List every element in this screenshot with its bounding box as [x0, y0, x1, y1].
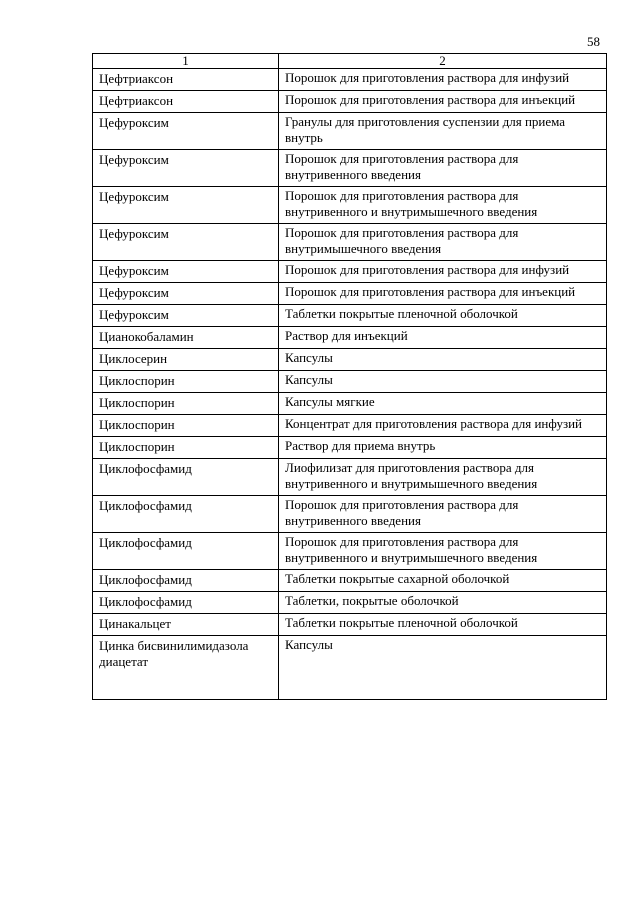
dosage-form-cell: Таблетки покрытые сахарной оболочкой	[279, 570, 607, 592]
drug-forms-table	[92, 53, 607, 700]
drug-name-cell: Цефуроксим	[93, 150, 279, 187]
dosage-form-cell: Концентрат для приготовления раствора для инфузий	[279, 415, 607, 437]
table-row	[93, 437, 607, 459]
dosage-form-cell: Капсулы	[279, 371, 607, 393]
dosage-form-cell: Порошок для приготовления раствора для внутривенного введения	[279, 496, 607, 533]
table-row	[93, 415, 607, 437]
table-row	[93, 305, 607, 327]
dosage-form-cell: Таблетки покрытые пленочной оболочкой	[279, 614, 607, 636]
dosage-form-cell: Порошок для приготовления раствора для внутривенного введения	[279, 150, 607, 187]
drug-name-cell: Циклофосфамид	[93, 570, 279, 592]
drug-name-cell: Циклоспорин	[93, 437, 279, 459]
dosage-form-cell: Порошок для приготовления раствора для инфузий	[279, 69, 607, 91]
dosage-form-cell: Порошок для приготовления раствора для внутримышечного введения	[279, 224, 607, 261]
drug-name-cell: Цинка бисвинилимидазола диацетат	[93, 636, 279, 700]
dosage-form-cell: Порошок для приготовления раствора для внутривенного и внутримышечного введения	[279, 187, 607, 224]
dosage-form-cell: Порошок для приготовления раствора для внутривенного и внутримышечного введения	[279, 533, 607, 570]
dosage-form-cell: Лиофилизат для приготовления раствора для внутривенного и внутримышечного введения	[279, 459, 607, 496]
table-row	[93, 371, 607, 393]
table-row	[93, 150, 607, 187]
dosage-form-cell: Таблетки покрытые пленочной оболочкой	[279, 305, 607, 327]
drug-name-cell: Циклофосфамид	[93, 533, 279, 570]
dosage-form-cell: Порошок для приготовления раствора для инъекций	[279, 91, 607, 113]
dosage-form-cell: Раствор для инъекций	[279, 327, 607, 349]
table-row	[93, 113, 607, 150]
drug-name-cell: Циклоспорин	[93, 371, 279, 393]
dosage-form-cell: Капсулы	[279, 636, 607, 700]
table-row	[93, 349, 607, 371]
drug-name-cell: Циклофосфамид	[93, 496, 279, 533]
drug-name-cell: Циклофосфамид	[93, 592, 279, 614]
drug-name-cell: Цефтриаксон	[93, 91, 279, 113]
table-row	[93, 393, 607, 415]
table-row	[93, 69, 607, 91]
drug-name-cell: Цефуроксим	[93, 224, 279, 261]
drug-name-cell: Цефуроксим	[93, 283, 279, 305]
drug-name-cell: Цианокобаламин	[93, 327, 279, 349]
table-row	[93, 261, 607, 283]
drug-name-cell: Цефуроксим	[93, 113, 279, 150]
dosage-form-cell: Порошок для приготовления раствора для инъекций	[279, 283, 607, 305]
dosage-form-cell: Гранулы для приготовления суспензии для приема внутрь	[279, 113, 607, 150]
drug-name-cell: Циклоспорин	[93, 393, 279, 415]
dosage-form-cell: Таблетки, покрытые оболочкой	[279, 592, 607, 614]
table-row	[93, 636, 607, 700]
table-header-row	[93, 54, 607, 69]
table-row	[93, 533, 607, 570]
dosage-form-cell: Капсулы	[279, 349, 607, 371]
table-row	[93, 91, 607, 113]
dosage-form-cell: Капсулы мягкие	[279, 393, 607, 415]
drug-name-cell: Цефуроксим	[93, 305, 279, 327]
drug-name-cell: Цинакальцет	[93, 614, 279, 636]
dosage-form-cell: Порошок для приготовления раствора для инфузий	[279, 261, 607, 283]
column-header-2: 2	[279, 54, 607, 69]
table-row	[93, 224, 607, 261]
table-row	[93, 459, 607, 496]
column-header-1: 1	[93, 54, 279, 69]
dosage-form-cell: Раствор для приема внутрь	[279, 437, 607, 459]
table-row	[93, 614, 607, 636]
table-row	[93, 570, 607, 592]
table-row	[93, 187, 607, 224]
drug-name-cell: Цефуроксим	[93, 187, 279, 224]
drug-name-cell: Цефуроксим	[93, 261, 279, 283]
drug-name-cell: Цефтриаксон	[93, 69, 279, 91]
table-row	[93, 592, 607, 614]
drug-name-cell: Циклофосфамид	[93, 459, 279, 496]
drug-name-cell: Циклосерин	[93, 349, 279, 371]
page-number: 58	[587, 34, 600, 49]
table-row	[93, 496, 607, 533]
table-row	[93, 283, 607, 305]
drug-name-cell: Циклоспорин	[93, 415, 279, 437]
table-row	[93, 327, 607, 349]
